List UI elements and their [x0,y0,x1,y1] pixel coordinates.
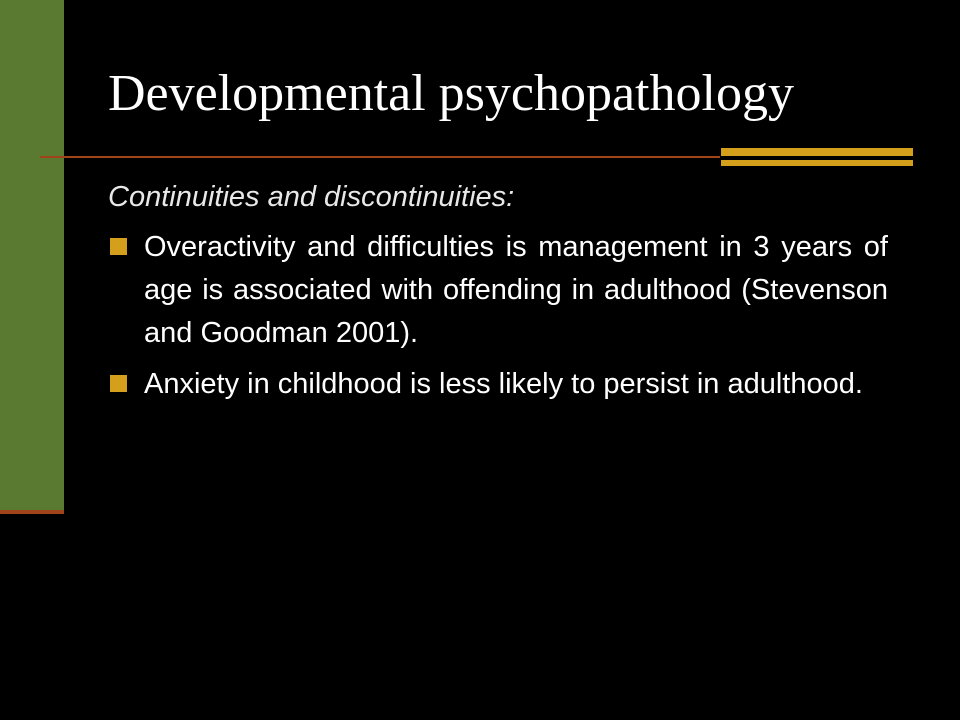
bullet-text: Anxiety in childhood is less likely to persist in adulthood. [144,368,863,400]
bullet-item [108,226,888,355]
bullet-text: Overactivity and difficulties is management in 3 years of age is associated with offending in adulthood (Stevenson and Goodman 2001). [144,231,888,349]
square-bullet-icon [110,238,127,255]
slide-subheading: Continuities and discontinuities: [108,181,515,213]
square-bullet-icon [110,375,127,392]
slide-body [108,176,888,414]
left-accent-sidebar [0,0,64,511]
bullet-list [108,226,888,406]
bullet-item [108,363,888,406]
accent-bar-bottom [721,160,913,166]
left-sidebar-bottom-edge [0,510,64,514]
title-underline-rule [40,156,720,158]
title-accent-bars [721,148,913,168]
accent-bar-top [721,148,913,156]
slide-title: Developmental psychopathology [108,65,794,122]
